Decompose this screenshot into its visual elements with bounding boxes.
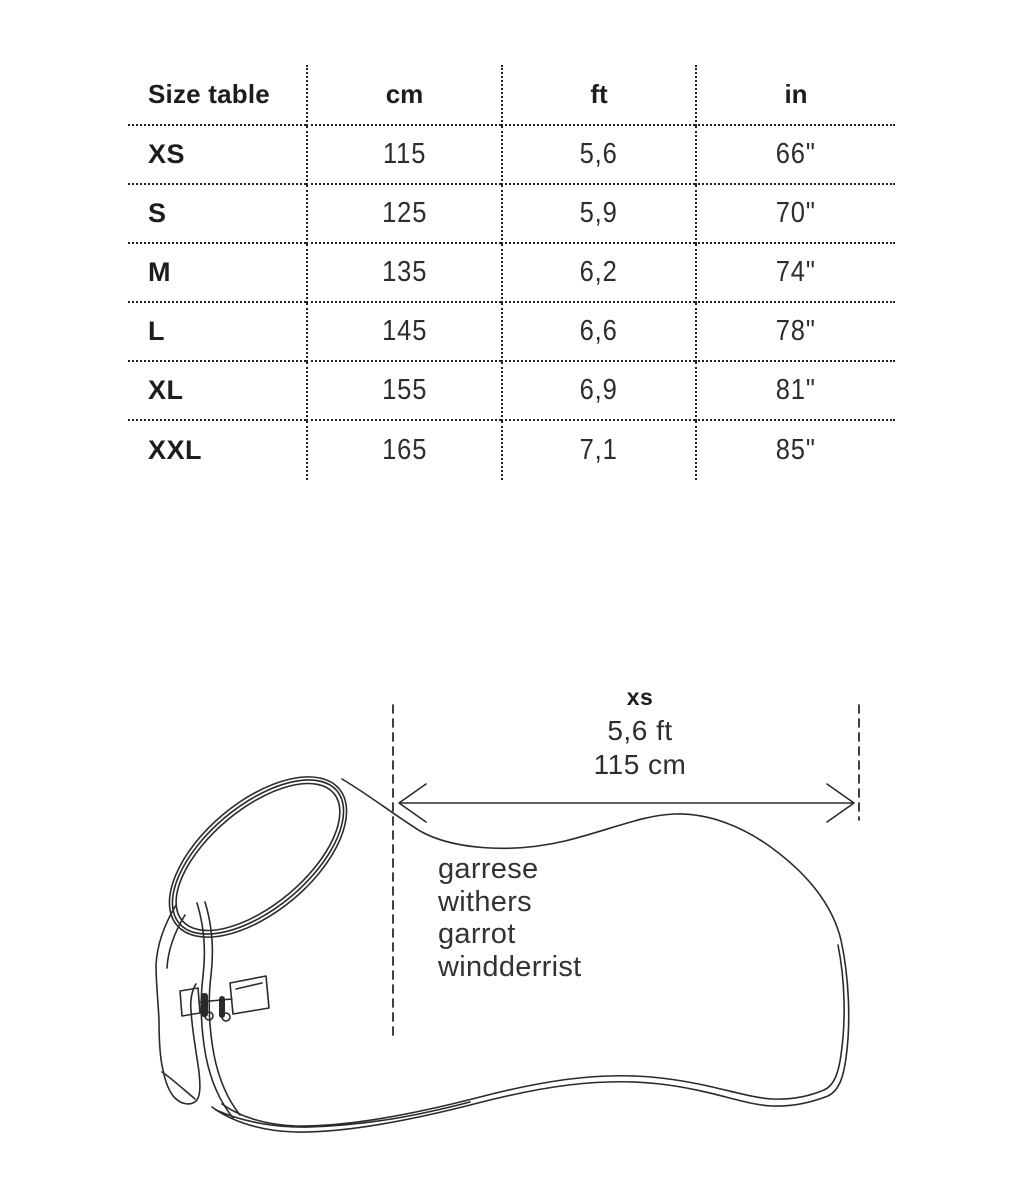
in-cell: 66" xyxy=(695,126,895,185)
ft-cell: 6,9 xyxy=(501,362,695,421)
table-row: XXL xyxy=(148,435,203,465)
table-row: M xyxy=(128,244,306,303)
table-row: S xyxy=(128,185,306,244)
cm-cell: 135 xyxy=(306,244,501,303)
withers-terms xyxy=(438,853,582,983)
column-header-ft: ft xyxy=(501,65,695,126)
cm-cell: 155 xyxy=(306,362,501,421)
cm-cell: 145 xyxy=(306,303,501,362)
withers-term: garrese xyxy=(438,853,539,885)
ft-cell: 7,1 xyxy=(501,421,695,480)
measurement-size: xs xyxy=(626,684,654,710)
column-header-cm: cm xyxy=(306,65,501,126)
in-cell: 70" xyxy=(695,185,895,244)
measurement-label xyxy=(500,680,780,782)
in-cell: 78" xyxy=(695,303,895,362)
withers-term: garrot xyxy=(438,918,516,950)
table-row: L xyxy=(128,303,306,362)
ft-cell: 5,9 xyxy=(501,185,695,244)
cm-cell: 115 xyxy=(306,126,501,185)
cm-cell: 125 xyxy=(306,185,501,244)
ft-cell: 5,6 xyxy=(501,126,695,185)
neck-opening xyxy=(141,747,374,968)
withers-term: withers xyxy=(438,885,532,918)
measurement-cm: 115 cm xyxy=(593,749,687,780)
measurement-ft: 5,6 ft xyxy=(607,715,673,746)
column-header-in: in xyxy=(695,65,895,126)
in-cell: 74" xyxy=(695,244,895,303)
in-cell: 85" xyxy=(695,421,895,480)
chest-buckle xyxy=(180,976,269,1021)
measurement-arrow xyxy=(399,784,854,822)
withers-term: windderrist xyxy=(438,950,582,983)
table-row: XL xyxy=(128,362,306,421)
table-row: XS xyxy=(128,126,306,185)
ft-cell: 6,6 xyxy=(501,303,695,362)
cm-cell: 165 xyxy=(306,421,501,480)
in-cell: 81" xyxy=(695,362,895,421)
ft-cell: 6,2 xyxy=(501,244,695,303)
table-title: Size table xyxy=(148,79,270,109)
